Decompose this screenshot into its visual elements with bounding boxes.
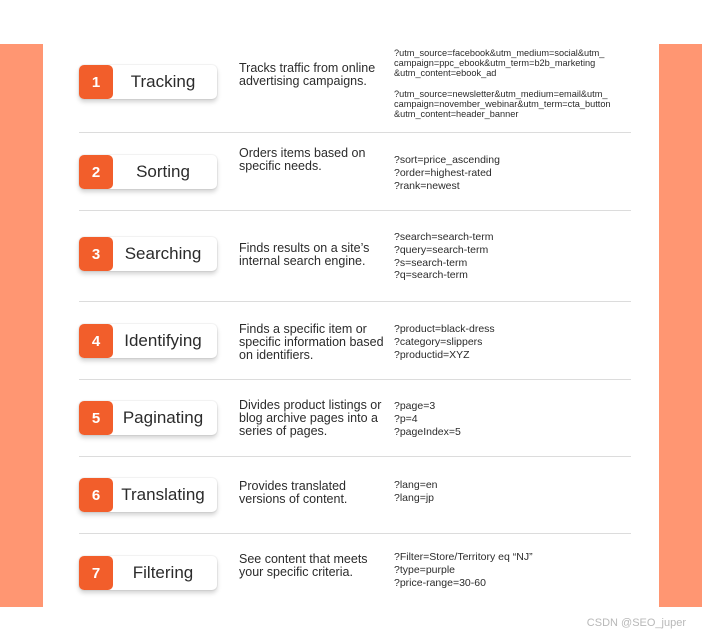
parameter-examples	[394, 400, 634, 438]
parameter-example: ?order=highest-rated	[394, 166, 492, 179]
parameter-example: ?search=search-term	[394, 231, 494, 243]
category-number: 6	[79, 478, 113, 512]
parameter-example: &utm_content=ebook_ad	[394, 68, 497, 79]
parameter-example: ?utm_source=newsletter&utm_medium=email&utm_	[394, 88, 608, 99]
category-label: Filtering	[132, 563, 194, 582]
category-label: Searching	[124, 244, 202, 263]
category-number: 2	[79, 155, 113, 189]
watermark: CSDN @SEO_juper	[586, 617, 686, 629]
category-description: See content that meets your specific criteria.	[239, 552, 368, 579]
category-label: Translating	[121, 485, 205, 504]
category-label: Identifying	[124, 331, 202, 350]
category-badge	[79, 324, 217, 358]
category-badge	[79, 237, 217, 271]
parameter-examples	[394, 231, 634, 282]
category-number: 3	[79, 237, 113, 271]
parameter-example: ?product=black-dress	[394, 323, 495, 335]
parameter-examples	[394, 551, 634, 589]
parameter-example: ?lang=jp	[394, 491, 434, 504]
category-description: Orders items based on specific needs.	[239, 146, 366, 173]
category-label: Sorting	[136, 162, 190, 181]
parameter-example: ?rank=newest	[394, 179, 460, 192]
parameter-example: ?sort=price_ascending	[394, 154, 500, 166]
parameter-table	[43, 44, 659, 613]
list-item	[79, 133, 631, 211]
category-description: Finds a specific item or specific information based on identifiers.	[239, 322, 384, 362]
parameter-example-group	[394, 479, 634, 505]
parameter-example-group	[394, 89, 634, 120]
parameter-examples	[394, 479, 634, 505]
parameter-example: ?productid=XYZ	[394, 348, 470, 361]
parameter-example: &utm_content=header_banner	[394, 109, 519, 120]
list-item	[79, 211, 631, 302]
parameter-example-group	[394, 323, 634, 361]
category-label: Paginating	[122, 408, 204, 427]
parameter-example: ?Filter=Store/Territory eq “NJ”	[394, 551, 533, 563]
category-number: 7	[79, 556, 113, 590]
parameter-example-group	[394, 400, 634, 438]
parameter-examples	[394, 323, 634, 361]
category-description: Tracks traffic from online advertising campaigns.	[239, 61, 376, 88]
category-description: Divides product listings or blog archive pages into a series of pages.	[239, 398, 382, 438]
category-badge	[79, 478, 217, 512]
category-number: 4	[79, 324, 113, 358]
category-label: Tracking	[130, 72, 196, 91]
parameter-example-group	[394, 154, 634, 192]
category-description: Provides translated versions of content.	[239, 479, 348, 506]
parameter-example: ?lang=en	[394, 479, 438, 491]
category-badge	[79, 155, 217, 189]
parameter-examples	[394, 48, 634, 119]
parameter-example: ?q=search-term	[394, 269, 468, 282]
category-badge	[79, 556, 217, 590]
category-badge	[79, 401, 217, 435]
parameter-example: ?s=search-term	[394, 256, 468, 269]
list-item	[79, 44, 631, 133]
list-item	[79, 380, 631, 457]
parameter-example-group	[394, 48, 634, 79]
left-accent-band	[0, 44, 43, 607]
parameter-example-group	[394, 231, 634, 282]
parameter-example: ?query=search-term	[394, 243, 489, 256]
parameter-example: ?p=4	[394, 412, 418, 425]
parameter-example: ?price-range=30-60	[394, 576, 486, 589]
parameter-example: ?category=slippers	[394, 335, 483, 348]
list-item	[79, 457, 631, 534]
category-badge	[79, 65, 217, 99]
list-item	[79, 534, 631, 613]
parameter-example: ?utm_source=facebook&utm_medium=social&utm_	[394, 48, 605, 58]
parameter-example: campaign=ppc_ebook&utm_term=b2b_marketing	[394, 58, 596, 69]
parameter-example: ?page=3	[394, 400, 436, 412]
category-number: 1	[79, 65, 113, 99]
parameter-example: campaign=november_webinar&utm_term=cta_button	[394, 98, 611, 109]
category-number: 5	[79, 401, 113, 435]
category-description: Finds results on a site’s internal search engine.	[239, 241, 370, 268]
parameter-examples	[394, 154, 634, 192]
list-item	[79, 302, 631, 380]
parameter-example: ?pageIndex=5	[394, 425, 461, 438]
parameter-example-group	[394, 551, 634, 589]
right-accent-band	[659, 44, 702, 607]
parameter-example: ?type=purple	[394, 563, 456, 576]
